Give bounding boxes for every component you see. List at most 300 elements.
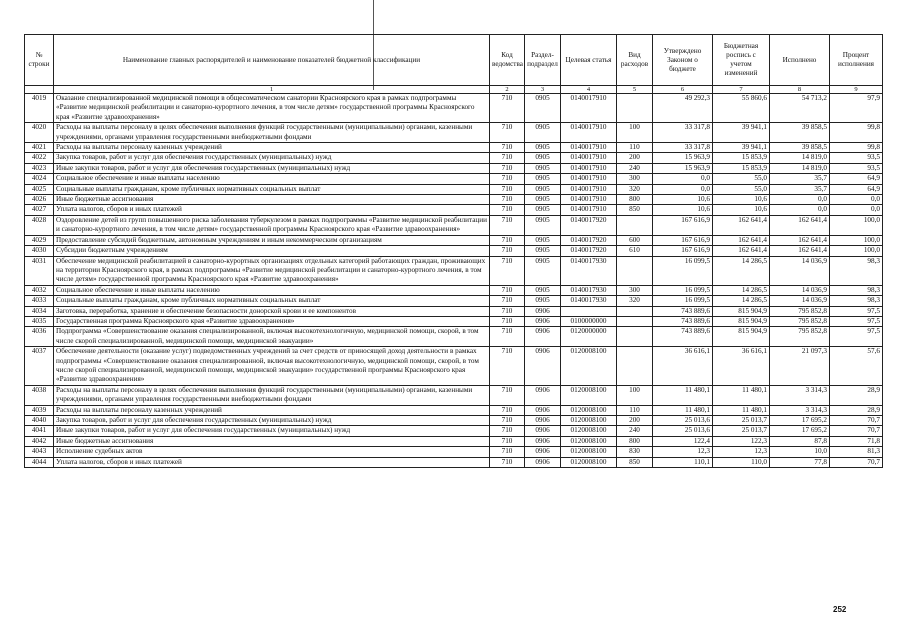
budget-list-amount: 14 286,5 xyxy=(713,285,770,295)
row-number: 4038 xyxy=(25,385,54,405)
column-number: 7 xyxy=(713,86,770,94)
column-number-row xyxy=(25,86,883,94)
dept-code: 710 xyxy=(490,235,525,245)
executed-amount: 14 036,9 xyxy=(770,256,830,285)
budget-list-amount: 55,0 xyxy=(713,174,770,184)
budget-list-amount: 815 904,9 xyxy=(713,306,770,316)
section-code: 0906 xyxy=(525,457,561,467)
row-name: Заготовка, переработка, хранение и обеспечение безопасности донорской крови и ее компонентов xyxy=(54,306,490,316)
row-number: 4032 xyxy=(25,285,54,295)
executed-amount: 162 641,4 xyxy=(770,246,830,256)
table-row xyxy=(25,447,883,457)
row-number: 4043 xyxy=(25,447,54,457)
execution-percent: 81,3 xyxy=(830,447,883,457)
row-number: 4037 xyxy=(25,347,54,386)
execution-percent: 98,3 xyxy=(830,296,883,306)
target-code: 0140017910 xyxy=(561,205,617,215)
section-code: 0906 xyxy=(525,416,561,426)
approved-amount: 36 616,1 xyxy=(653,347,713,386)
budget-list-amount: 36 616,1 xyxy=(713,347,770,386)
section-code: 0906 xyxy=(525,327,561,347)
approved-amount: 167 616,9 xyxy=(653,235,713,245)
executed-amount: 795 852,8 xyxy=(770,327,830,347)
header-percent: Процент исполнения xyxy=(830,35,883,86)
section-code: 0905 xyxy=(525,163,561,173)
row-name: Подпрограмма «Совершенствование оказания специализированной, включая высокотехнологичную, медицинской помощи, скорой, в том числе скорой специализированной, медицинской помощи, медицинской эвакуации» xyxy=(54,327,490,347)
approved-amount: 10,6 xyxy=(653,205,713,215)
table-row xyxy=(25,296,883,306)
execution-percent: 0,0 xyxy=(830,195,883,205)
execution-percent: 97,5 xyxy=(830,316,883,326)
row-number: 4034 xyxy=(25,306,54,316)
row-name: Расходы на выплаты персоналу казенных учреждений xyxy=(54,405,490,415)
dept-code: 710 xyxy=(490,296,525,306)
header-dept: Код ведомства xyxy=(490,35,525,86)
execution-percent: 97,5 xyxy=(830,306,883,316)
expense-type-code: 320 xyxy=(617,296,653,306)
execution-percent: 99,8 xyxy=(830,123,883,143)
expense-type-code: 800 xyxy=(617,195,653,205)
dept-code: 710 xyxy=(490,316,525,326)
approved-amount: 15 963,9 xyxy=(653,153,713,163)
row-number: 4031 xyxy=(25,256,54,285)
expense-type-code: 300 xyxy=(617,285,653,295)
approved-amount: 49 292,3 xyxy=(653,94,713,123)
header-row-no: № строки xyxy=(25,35,54,86)
dept-code: 710 xyxy=(490,416,525,426)
section-code: 0905 xyxy=(525,195,561,205)
section-code: 0905 xyxy=(525,235,561,245)
row-number: 4041 xyxy=(25,426,54,436)
dept-code: 710 xyxy=(490,174,525,184)
dept-code: 710 xyxy=(490,215,525,235)
section-code: 0905 xyxy=(525,184,561,194)
executed-amount: 162 641,4 xyxy=(770,215,830,235)
row-number: 4044 xyxy=(25,457,54,467)
approved-amount: 110,1 xyxy=(653,457,713,467)
row-name: Иные бюджетные ассигнования xyxy=(54,436,490,446)
table-row xyxy=(25,316,883,326)
row-name: Субсидии бюджетным учреждениям xyxy=(54,246,490,256)
row-name: Расходы на выплаты персоналу в целях обеспечения выполнения функций государственными (муниципальными) органами, казенными учреждениями, органами управления государственными внебюджетными фондами xyxy=(54,123,490,143)
row-number: 4039 xyxy=(25,405,54,415)
target-code: 0140017920 xyxy=(561,215,617,235)
section-code: 0905 xyxy=(525,215,561,235)
table-row xyxy=(25,143,883,153)
target-code: 0140017910 xyxy=(561,153,617,163)
approved-amount: 25 013,6 xyxy=(653,426,713,436)
table-row xyxy=(25,123,883,143)
target-code: 0120008100 xyxy=(561,416,617,426)
target-code: 0100000000 xyxy=(561,316,617,326)
table-row xyxy=(25,385,883,405)
expense-type-code: 800 xyxy=(617,436,653,446)
target-code: 0140017910 xyxy=(561,143,617,153)
executed-amount: 795 852,8 xyxy=(770,316,830,326)
header-section: Раздел-подраздел xyxy=(525,35,561,86)
approved-amount: 16 099,5 xyxy=(653,285,713,295)
approved-amount: 33 317,8 xyxy=(653,143,713,153)
executed-amount: 21 097,3 xyxy=(770,347,830,386)
row-name: Социальные выплаты гражданам, кроме публичных нормативных социальных выплат xyxy=(54,184,490,194)
target-code: 0140017910 xyxy=(561,184,617,194)
approved-amount: 743 889,6 xyxy=(653,316,713,326)
table-row xyxy=(25,457,883,467)
approved-amount: 16 099,5 xyxy=(653,256,713,285)
approved-amount: 10,6 xyxy=(653,195,713,205)
expense-type-code xyxy=(617,94,653,123)
table-row xyxy=(25,153,883,163)
budget-list-amount: 14 286,5 xyxy=(713,256,770,285)
target-code: 0120000000 xyxy=(561,327,617,347)
budget-sheet xyxy=(24,34,883,468)
dept-code: 710 xyxy=(490,447,525,457)
budget-list-amount: 815 904,9 xyxy=(713,327,770,347)
row-number: 4040 xyxy=(25,416,54,426)
budget-list-amount: 122,3 xyxy=(713,436,770,446)
section-code: 0906 xyxy=(525,306,561,316)
budget-list-amount: 12,3 xyxy=(713,447,770,457)
dept-code: 710 xyxy=(490,285,525,295)
row-name: Иные закупки товаров, работ и услуг для обеспечения государственных (муниципальных) нужд xyxy=(54,163,490,173)
header-target: Целевая статья xyxy=(561,35,617,86)
dept-code: 710 xyxy=(490,327,525,347)
row-name: Предоставление субсидий бюджетным, автономным учреждениям и иным некоммерческим организациям xyxy=(54,235,490,245)
executed-amount: 14 819,0 xyxy=(770,163,830,173)
header-exp-type: Вид расходов xyxy=(617,35,653,86)
row-number: 4029 xyxy=(25,235,54,245)
row-number: 4026 xyxy=(25,195,54,205)
dept-code: 710 xyxy=(490,184,525,194)
budget-list-amount: 55,0 xyxy=(713,184,770,194)
executed-amount: 795 852,8 xyxy=(770,306,830,316)
row-number: 4019 xyxy=(25,94,54,123)
executed-amount: 35,7 xyxy=(770,184,830,194)
dept-code: 710 xyxy=(490,94,525,123)
target-code: 0140017910 xyxy=(561,174,617,184)
execution-percent: 100,0 xyxy=(830,235,883,245)
row-number: 4030 xyxy=(25,246,54,256)
section-code: 0906 xyxy=(525,405,561,415)
column-number xyxy=(25,86,54,94)
row-name: Обеспечение медицинской реабилитацией в санаторно-курортных организациях отдельных категорий работающих граждан, проживающих на территории Красноярского края, в рамках подпрограммы «Развитие медицинской реабилитации и санаторно-курортного лечения, в том числе детям» государственной программы Красноярского края «Развитие здравоохранения» xyxy=(54,256,490,285)
table-row xyxy=(25,306,883,316)
row-number: 4028 xyxy=(25,215,54,235)
dept-code: 710 xyxy=(490,246,525,256)
column-number: 9 xyxy=(830,86,883,94)
executed-amount: 35,7 xyxy=(770,174,830,184)
dept-code: 710 xyxy=(490,426,525,436)
executed-amount: 87,8 xyxy=(770,436,830,446)
expense-type-code xyxy=(617,347,653,386)
table-row xyxy=(25,256,883,285)
table-row xyxy=(25,416,883,426)
execution-percent: 71,8 xyxy=(830,436,883,446)
executed-amount: 14 036,9 xyxy=(770,285,830,295)
dept-code: 710 xyxy=(490,123,525,143)
budget-list-amount: 10,6 xyxy=(713,195,770,205)
expense-type-code: 320 xyxy=(617,184,653,194)
row-number: 4036 xyxy=(25,327,54,347)
executed-amount: 10,0 xyxy=(770,447,830,457)
table-body xyxy=(25,94,883,468)
execution-percent: 70,7 xyxy=(830,457,883,467)
execution-percent: 70,7 xyxy=(830,426,883,436)
section-code: 0906 xyxy=(525,385,561,405)
target-code: 0140017910 xyxy=(561,163,617,173)
expense-type-code: 850 xyxy=(617,205,653,215)
section-code: 0905 xyxy=(525,123,561,143)
table-row xyxy=(25,426,883,436)
executed-amount: 14 036,9 xyxy=(770,296,830,306)
dept-code: 710 xyxy=(490,205,525,215)
approved-amount: 0,0 xyxy=(653,174,713,184)
target-code xyxy=(561,306,617,316)
section-code: 0906 xyxy=(525,426,561,436)
executed-amount: 39 858,5 xyxy=(770,143,830,153)
row-name: Обеспечение деятельности (оказание услуг) подведомственных учреждений за счет средств от приносящей доход деятельности в рамках подпрограммы «Совершенствование оказания специализированной, включая высокотехнологичную, медицинской помощи, скорой, в том числе скорой специализированной, медицинской помощи, медицинской эвакуации» государственной программы Красноярского края «Развитие здравоохранения» xyxy=(54,347,490,386)
row-number: 4027 xyxy=(25,205,54,215)
budget-list-amount: 162 641,4 xyxy=(713,215,770,235)
approved-amount: 11 480,1 xyxy=(653,405,713,415)
section-code: 0905 xyxy=(525,174,561,184)
budget-list-amount: 162 641,4 xyxy=(713,235,770,245)
table-row xyxy=(25,163,883,173)
row-number: 4042 xyxy=(25,436,54,446)
expense-type-code: 610 xyxy=(617,246,653,256)
executed-amount: 39 858,5 xyxy=(770,123,830,143)
column-number: 1 xyxy=(54,86,490,94)
executed-amount: 162 641,4 xyxy=(770,235,830,245)
expense-type-code: 600 xyxy=(617,235,653,245)
expense-type-code xyxy=(617,316,653,326)
executed-amount: 0,0 xyxy=(770,195,830,205)
execution-percent: 0,0 xyxy=(830,205,883,215)
expense-type-code: 240 xyxy=(617,426,653,436)
header-budget-list: Бюджетная роспись с учетом изменений xyxy=(713,35,770,86)
expense-type-code: 200 xyxy=(617,416,653,426)
table-row xyxy=(25,174,883,184)
approved-amount: 122,4 xyxy=(653,436,713,446)
table-row xyxy=(25,184,883,194)
column-number: 2 xyxy=(490,86,525,94)
header-row xyxy=(25,35,883,86)
expense-type-code: 850 xyxy=(617,457,653,467)
execution-percent: 93,5 xyxy=(830,163,883,173)
approved-amount: 167 616,9 xyxy=(653,246,713,256)
executed-amount: 3 314,3 xyxy=(770,405,830,415)
row-number: 4025 xyxy=(25,184,54,194)
section-code: 0905 xyxy=(525,246,561,256)
column-number: 6 xyxy=(653,86,713,94)
expense-type-code: 100 xyxy=(617,385,653,405)
approved-amount: 15 963,9 xyxy=(653,163,713,173)
row-number: 4020 xyxy=(25,123,54,143)
row-name: Социальные выплаты гражданам, кроме публичных нормативных социальных выплат xyxy=(54,296,490,306)
row-name: Социальное обеспечение и иные выплаты населению xyxy=(54,174,490,184)
column-number: 8 xyxy=(770,86,830,94)
section-code: 0905 xyxy=(525,94,561,123)
section-code: 0906 xyxy=(525,447,561,457)
expense-type-code xyxy=(617,306,653,316)
execution-percent: 98,3 xyxy=(830,256,883,285)
row-name: Исполнение судебных актов xyxy=(54,447,490,457)
execution-percent: 70,7 xyxy=(830,416,883,426)
row-number: 4022 xyxy=(25,153,54,163)
execution-percent: 28,9 xyxy=(830,385,883,405)
budget-list-amount: 15 853,9 xyxy=(713,153,770,163)
dept-code: 710 xyxy=(490,436,525,446)
target-code: 0140017930 xyxy=(561,285,617,295)
execution-percent: 28,9 xyxy=(830,405,883,415)
row-name: Государственная программа Красноярского края «Развитие здравоохранения» xyxy=(54,316,490,326)
dept-code: 710 xyxy=(490,256,525,285)
budget-list-amount: 10,6 xyxy=(713,205,770,215)
target-code: 0120008100 xyxy=(561,436,617,446)
dept-code: 710 xyxy=(490,457,525,467)
table-row xyxy=(25,215,883,235)
approved-amount: 167 616,9 xyxy=(653,215,713,235)
execution-percent: 97,9 xyxy=(830,94,883,123)
executed-amount: 3 314,3 xyxy=(770,385,830,405)
target-code: 0140017910 xyxy=(561,123,617,143)
column-number: 5 xyxy=(617,86,653,94)
budget-table xyxy=(24,34,883,468)
target-code: 0120008100 xyxy=(561,426,617,436)
budget-list-amount: 162 641,4 xyxy=(713,246,770,256)
target-code: 0120008100 xyxy=(561,447,617,457)
target-code: 0120008100 xyxy=(561,457,617,467)
budget-list-amount: 815 904,9 xyxy=(713,316,770,326)
expense-type-code xyxy=(617,327,653,347)
section-code: 0906 xyxy=(525,316,561,326)
budget-list-amount: 14 286,5 xyxy=(713,296,770,306)
expense-type-code: 830 xyxy=(617,447,653,457)
budget-list-amount: 39 941,1 xyxy=(713,123,770,143)
table-row xyxy=(25,327,883,347)
executed-amount: 54 713,2 xyxy=(770,94,830,123)
approved-amount: 11 480,1 xyxy=(653,385,713,405)
header-executed: Исполнено xyxy=(770,35,830,86)
execution-percent: 98,3 xyxy=(830,285,883,295)
table-row xyxy=(25,195,883,205)
approved-amount: 33 317,8 xyxy=(653,123,713,143)
row-number: 4023 xyxy=(25,163,54,173)
executed-amount: 14 819,0 xyxy=(770,153,830,163)
table-row xyxy=(25,347,883,386)
budget-list-amount: 11 480,1 xyxy=(713,385,770,405)
target-code: 0140017910 xyxy=(561,94,617,123)
page-number: 252 xyxy=(833,605,847,614)
budget-list-amount: 25 013,7 xyxy=(713,426,770,436)
row-number: 4021 xyxy=(25,143,54,153)
row-name: Оказание специализированной медицинской помощи в общесоматическом санатории Красноярского края в рамках подпрограммы «Развитие медицинской реабилитации и санаторно-курортного лечения, в том числе детям» государственной программы Красноярского края «Развитие здравоохранения» xyxy=(54,94,490,123)
budget-list-amount: 25 013,7 xyxy=(713,416,770,426)
budget-list-amount: 15 853,9 xyxy=(713,163,770,173)
target-code: 0140017920 xyxy=(561,235,617,245)
approved-amount: 0,0 xyxy=(653,184,713,194)
section-code: 0905 xyxy=(525,296,561,306)
row-number: 4033 xyxy=(25,296,54,306)
column-number: 3 xyxy=(525,86,561,94)
expense-type-code: 110 xyxy=(617,143,653,153)
table-row xyxy=(25,246,883,256)
section-code: 0906 xyxy=(525,347,561,386)
execution-percent: 99,8 xyxy=(830,143,883,153)
section-code: 0905 xyxy=(525,143,561,153)
section-code: 0905 xyxy=(525,153,561,163)
target-code: 0120008100 xyxy=(561,405,617,415)
expense-type-code: 200 xyxy=(617,153,653,163)
expense-type-code: 100 xyxy=(617,123,653,143)
dept-code: 710 xyxy=(490,347,525,386)
budget-list-amount: 55 860,6 xyxy=(713,94,770,123)
row-number: 4035 xyxy=(25,316,54,326)
header-name: Наименование главных распорядителей и наименование показателей бюджетной классификации xyxy=(54,35,490,86)
row-name: Социальное обеспечение и иные выплаты населению xyxy=(54,285,490,295)
dept-code: 710 xyxy=(490,405,525,415)
expense-type-code xyxy=(617,256,653,285)
table-row xyxy=(25,94,883,123)
dept-code: 710 xyxy=(490,143,525,153)
expense-type-code: 110 xyxy=(617,405,653,415)
approved-amount: 25 013,6 xyxy=(653,416,713,426)
budget-list-amount: 11 480,1 xyxy=(713,405,770,415)
target-code: 0120008100 xyxy=(561,347,617,386)
dept-code: 710 xyxy=(490,195,525,205)
section-code: 0905 xyxy=(525,205,561,215)
table-row xyxy=(25,235,883,245)
approved-amount: 16 099,5 xyxy=(653,296,713,306)
target-code: 0140017920 xyxy=(561,246,617,256)
executed-amount: 17 695,2 xyxy=(770,426,830,436)
execution-percent: 100,0 xyxy=(830,215,883,235)
column-number: 4 xyxy=(561,86,617,94)
row-name: Иные бюджетные ассигнования xyxy=(54,195,490,205)
target-code: 0140017910 xyxy=(561,195,617,205)
row-name: Закупка товаров, работ и услуг для обеспечения государственных (муниципальных) нужд xyxy=(54,416,490,426)
row-number: 4024 xyxy=(25,174,54,184)
dept-code: 710 xyxy=(490,385,525,405)
execution-percent: 93,5 xyxy=(830,153,883,163)
expense-type-code: 240 xyxy=(617,163,653,173)
dept-code: 710 xyxy=(490,163,525,173)
approved-amount: 743 889,6 xyxy=(653,327,713,347)
row-name: Оздоровление детей из групп повышенного риска заболевания туберкулезом в рамках подпрограммы «Развитие медицинской реабилитации и санаторно-курортного лечения, в том числе детям» государственной программы Красноярского края «Развитие здравоохранения» xyxy=(54,215,490,235)
approved-amount: 743 889,6 xyxy=(653,306,713,316)
table-row xyxy=(25,436,883,446)
table-row xyxy=(25,285,883,295)
section-code: 0905 xyxy=(525,285,561,295)
approved-amount: 12,3 xyxy=(653,447,713,457)
execution-percent: 64,9 xyxy=(830,184,883,194)
execution-percent: 100,0 xyxy=(830,246,883,256)
row-name: Расходы на выплаты персоналу в целях обеспечения выполнения функций государственными (муниципальными) органами, казенными учреждениями, органами управления государственными внебюджетными фондами xyxy=(54,385,490,405)
budget-list-amount: 39 941,1 xyxy=(713,143,770,153)
section-code: 0906 xyxy=(525,436,561,446)
table-row xyxy=(25,405,883,415)
budget-list-amount: 110,0 xyxy=(713,457,770,467)
table-row xyxy=(25,205,883,215)
expense-type-code xyxy=(617,215,653,235)
execution-percent: 57,6 xyxy=(830,347,883,386)
section-code: 0905 xyxy=(525,256,561,285)
target-code: 0140017930 xyxy=(561,296,617,306)
target-code: 0120008100 xyxy=(561,385,617,405)
dept-code: 710 xyxy=(490,306,525,316)
executed-amount: 0,0 xyxy=(770,205,830,215)
row-name: Уплата налогов, сборов и иных платежей xyxy=(54,457,490,467)
